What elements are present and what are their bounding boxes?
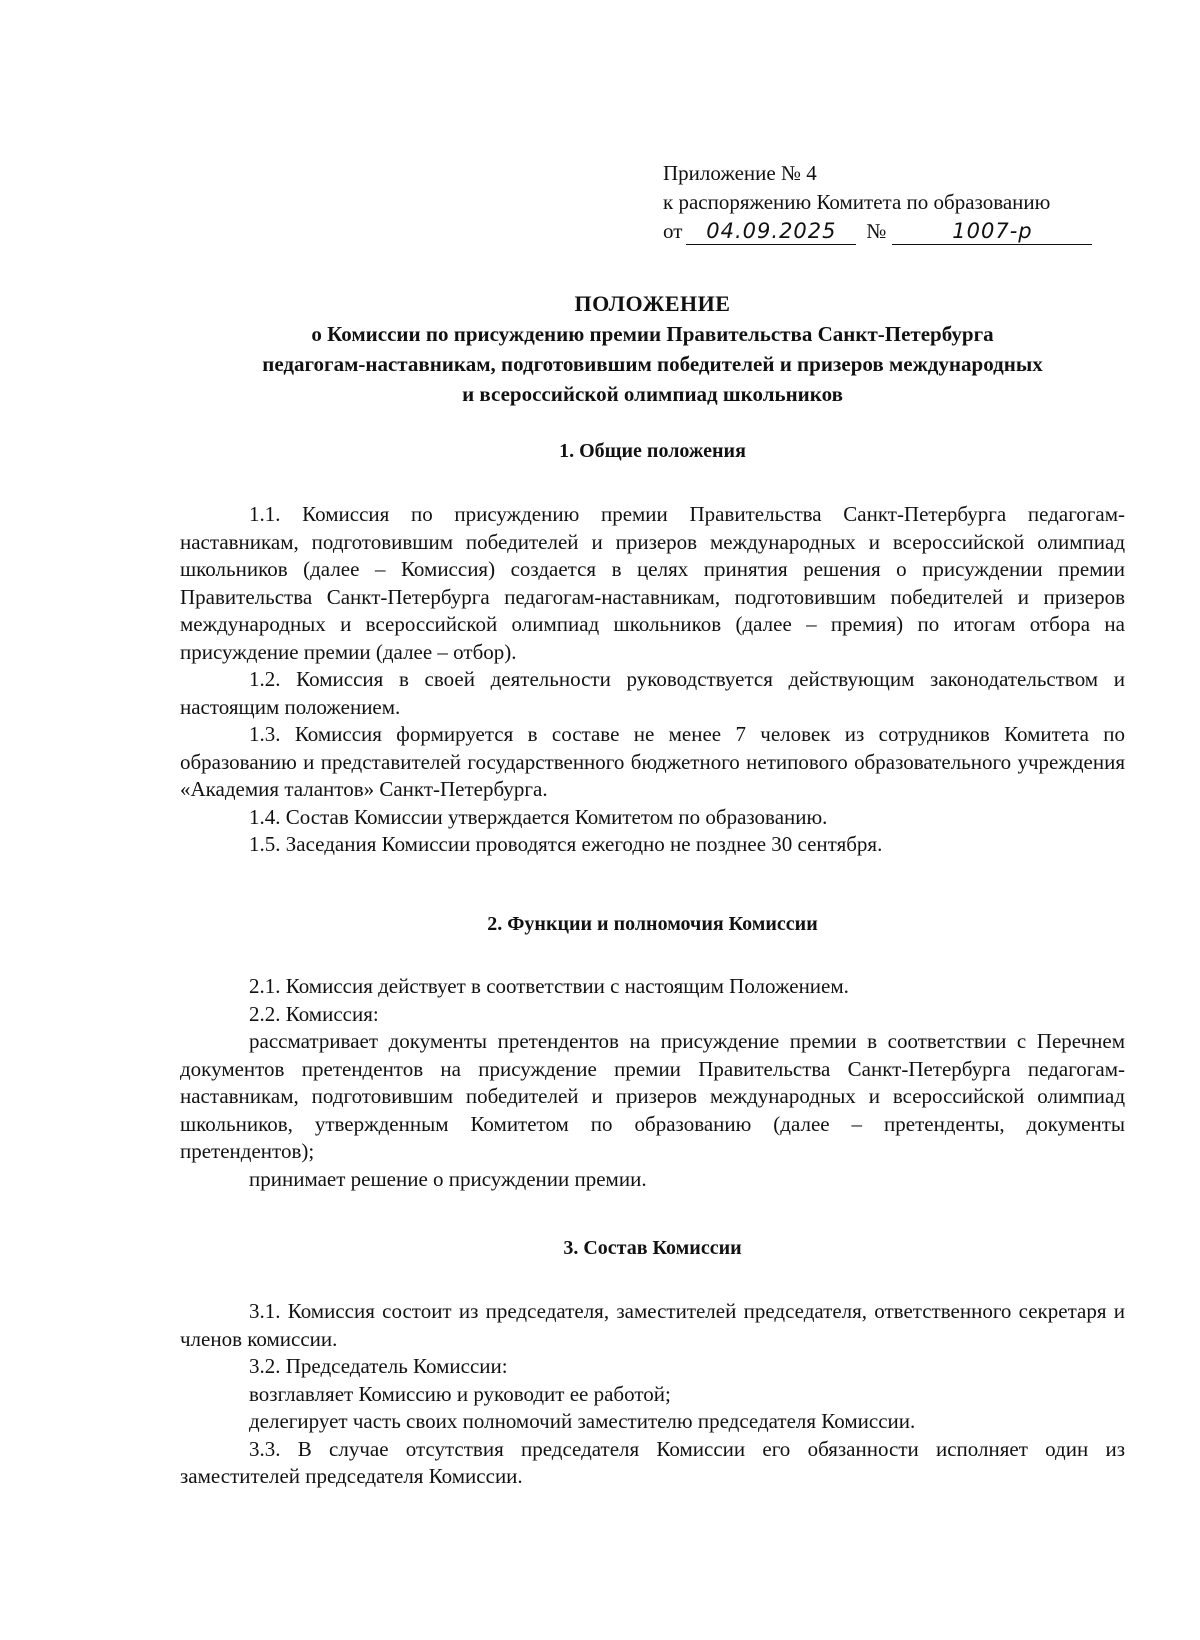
- paragraph-3-2-item-1: возглавляет Комиссию и руководит ее работой;: [249, 1381, 671, 1406]
- appendix-reference: к распоряжению Комитета по образованию: [663, 190, 1051, 214]
- paragraph-2-2-item-1: рассматривает документы претендентов на присуждение премии в соответствии с Перечнем документов претендентов на присуждение премии Правительства Санкт-Петербурга педагогам-наставникам, подготовившим победителей и призеров международных и всероссийской олимпиад школьников, утвержденным Комитетом по образованию (далее – претенденты, документы претендентов);: [180, 1029, 1125, 1163]
- handwritten-date: 04.09.2025: [686, 218, 856, 245]
- section-1-heading: 1. Общие положения: [559, 440, 746, 462]
- paragraph-3-3: 3.3. В случае отсутствия председателя Комиссии его обязанности исполняет один из заместителей председателя Комиссии.: [180, 1436, 1125, 1488]
- paragraph-3-2: 3.2. Председатель Комиссии:: [249, 1354, 508, 1378]
- title-line-3: педагогам-наставникам, подготовившим победителей и призеров международных: [262, 352, 1043, 376]
- section-3-body: [180, 1298, 1125, 1491]
- title-line-4: и всероссийской олимпиад школьников: [462, 382, 843, 406]
- paragraph-3-1: 3.1. Комиссия состоит из председателя, заместителей председателя, ответственного секретаря и членов комиссии.: [180, 1299, 1125, 1351]
- title-main: ПОЛОЖЕНИЕ: [574, 291, 731, 316]
- appendix-date-number-line: [663, 217, 1123, 246]
- date-prefix: от: [663, 219, 683, 243]
- paragraph-1-5: 1.5. Заседания Комиссии проводятся ежегодно не позднее 30 сентября.: [249, 832, 883, 856]
- paragraph-2-2-item-2: принимает решение о присуждении премии.: [249, 1166, 647, 1191]
- paragraph-1-4: 1.4. Состав Комиссии утверждается Комитетом по образованию.: [249, 804, 828, 829]
- paragraph-3-2-item-2: делегирует часть своих полномочий заместителю председателя Комиссии.: [249, 1409, 916, 1433]
- paragraph-2-1: 2.1. Комиссия действует в соответствии с настоящим Положением.: [249, 974, 849, 998]
- section-2-body: [180, 973, 1125, 1193]
- appendix-number: Приложение № 4: [663, 161, 817, 185]
- paragraph-2-2: 2.2. Комиссия:: [249, 1001, 379, 1026]
- section-1-body: [180, 501, 1125, 859]
- document-title: [180, 289, 1125, 409]
- paragraph-1-3: 1.3. Комиссия формируется в составе не менее 7 человек из сотрудников Комитета по образованию и представителей государственного бюджетного нетипового образовательного учреждения «Академия талантов» Санкт-Петербурга.: [180, 722, 1125, 801]
- number-prefix: №: [866, 219, 887, 243]
- section-2-heading: 2. Функции и полномочия Комиссии: [487, 913, 818, 935]
- paragraph-1-1: 1.1. Комиссия по присуждению премии Правительства Санкт-Петербурга педагогам-наставникам, подготовившим победителей и призеров международных и всероссийской олимпиад школьников (далее – Комиссия) создается в целях принятия решения о присуждении премии Правительства Санкт-Петербурга педагогам-наставникам, подготовившим победителей и призеров международных и всероссийской олимпиад школьников (далее – премия) по итогам отбора на присуждение премии (далее – отбор).: [180, 502, 1125, 664]
- title-line-2: о Комиссии по присуждению премии Правительства Санкт-Петербурга: [311, 322, 994, 346]
- appendix-header: [663, 159, 1123, 246]
- section-3-heading: 3. Состав Комиссии: [563, 1237, 742, 1259]
- handwritten-number: 1007-р: [892, 218, 1092, 245]
- paragraph-1-2: 1.2. Комиссия в своей деятельности руководствуется действующим законодательством и настоящим положением.: [180, 667, 1125, 719]
